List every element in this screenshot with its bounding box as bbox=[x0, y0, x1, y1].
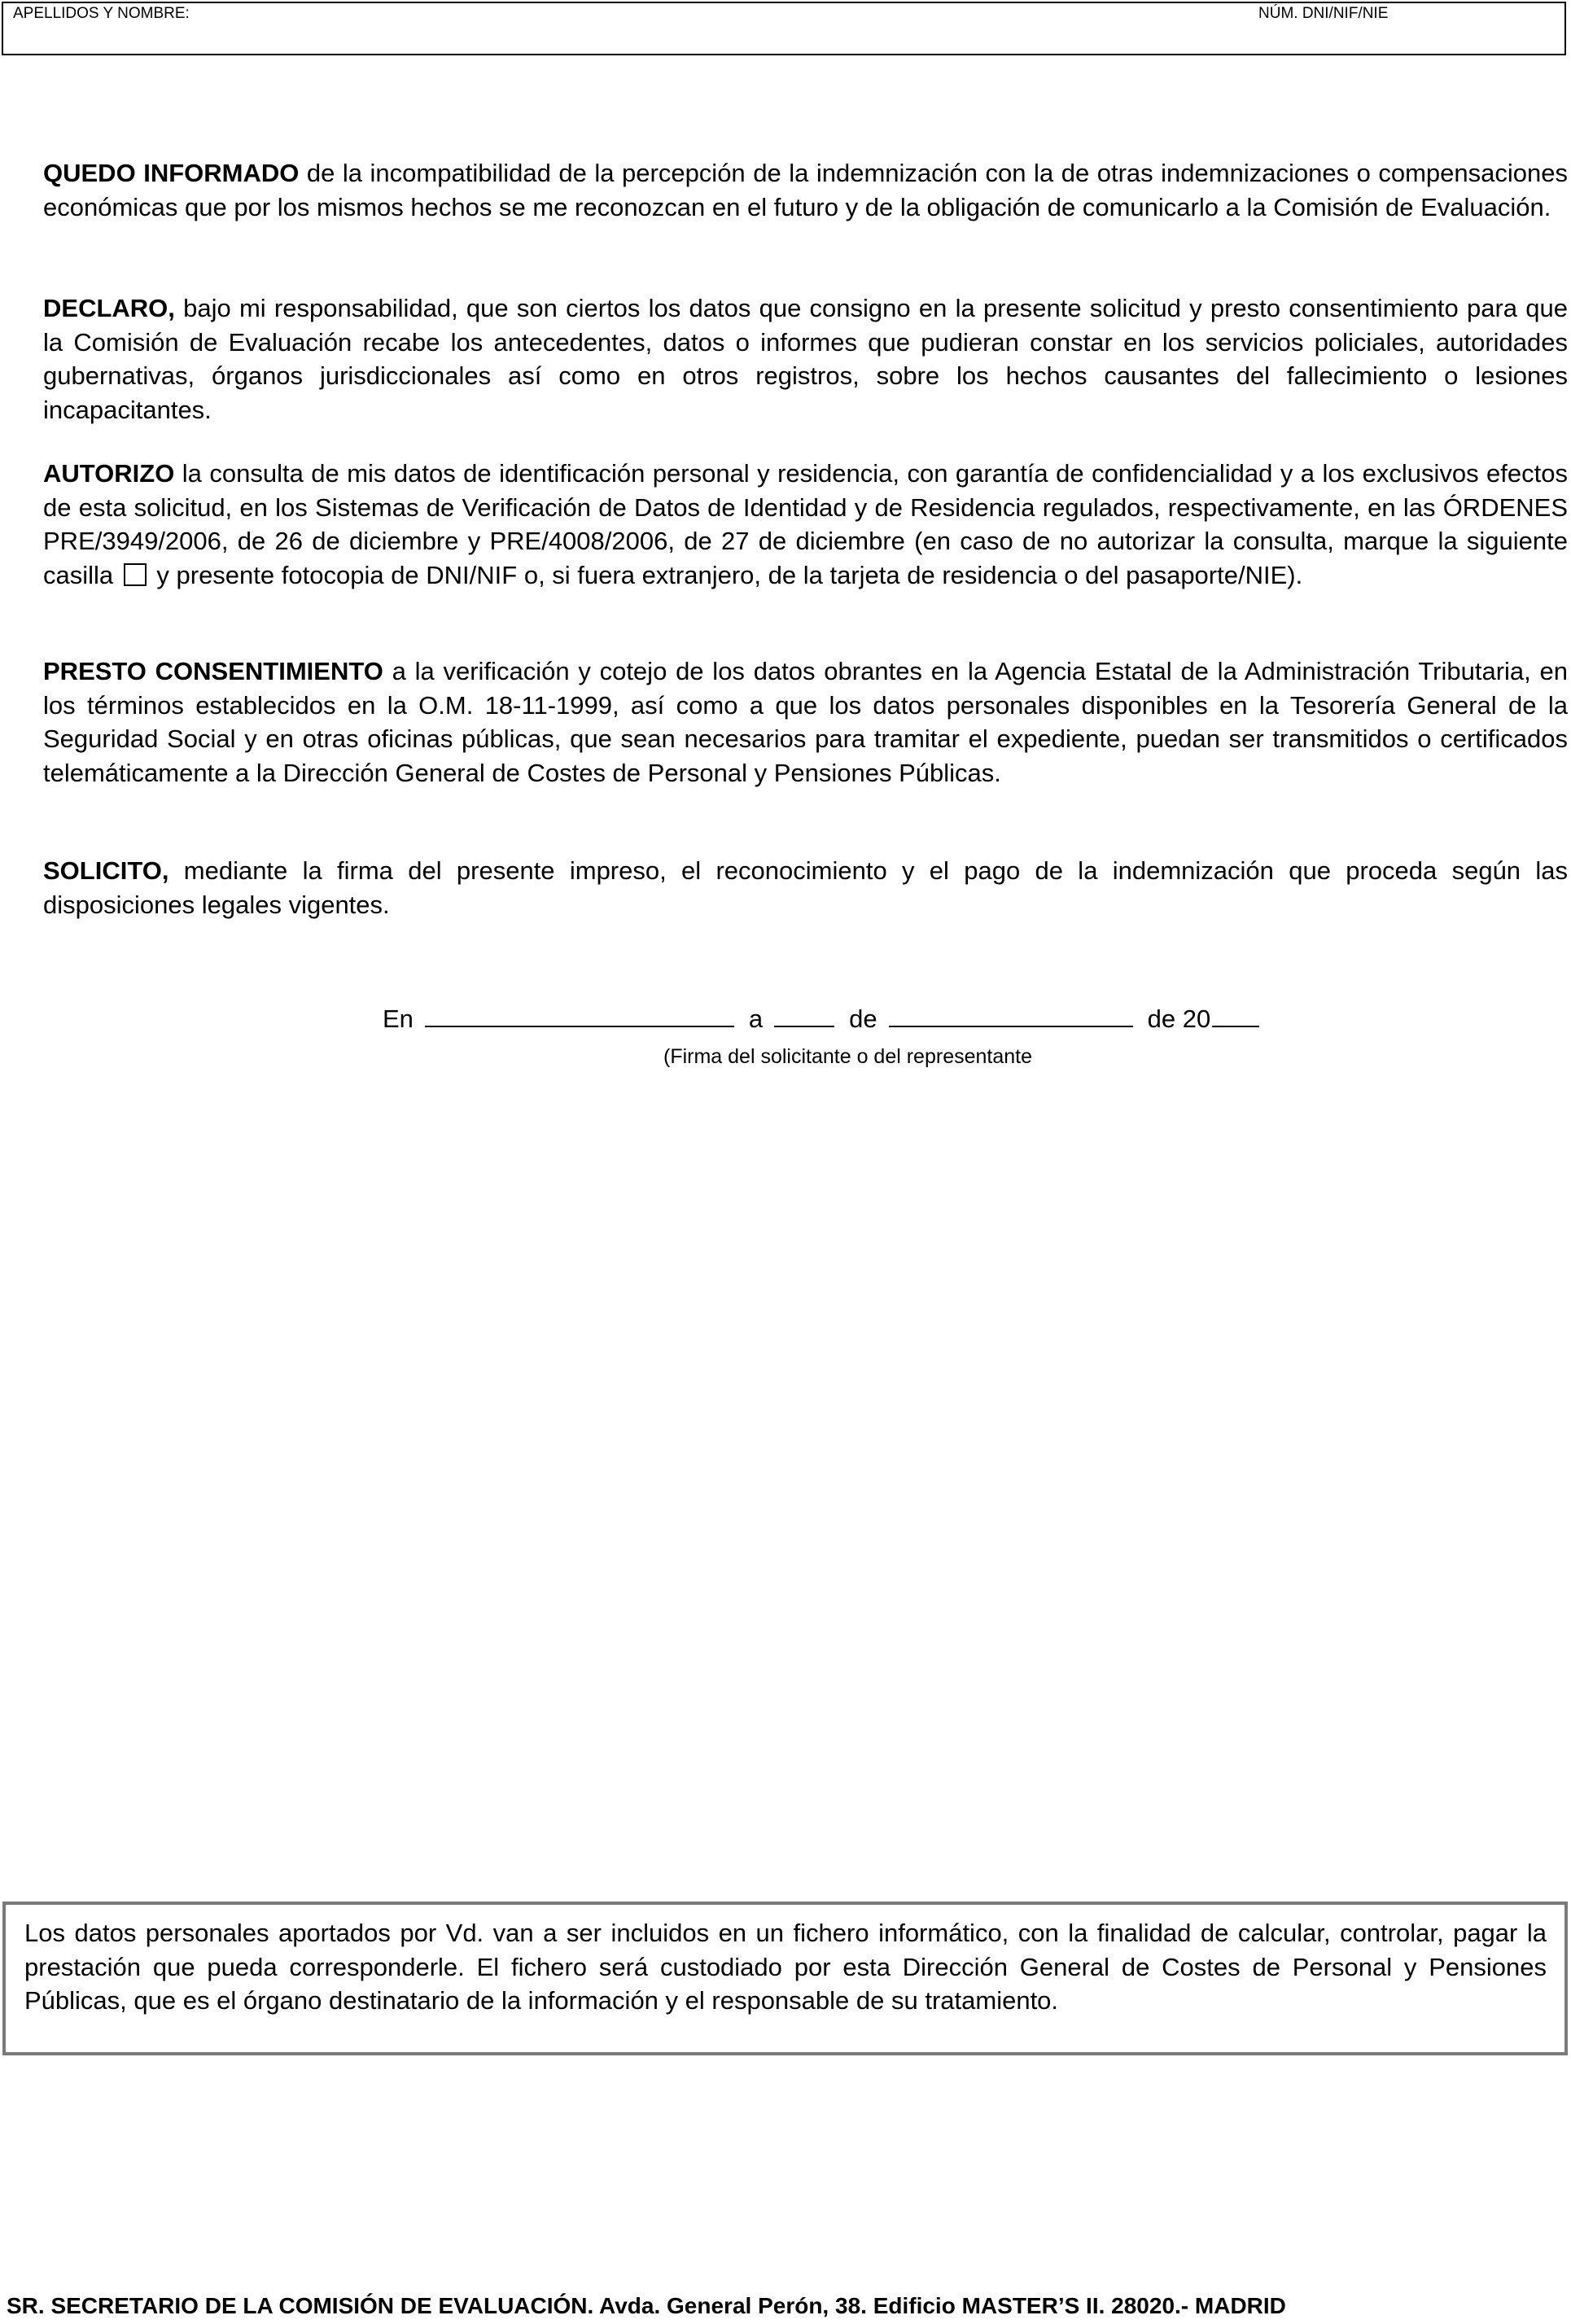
no-authorization-checkbox[interactable] bbox=[124, 563, 147, 586]
clause-declaro bbox=[43, 291, 1568, 427]
date-line bbox=[383, 1001, 1259, 1035]
clause-text: la consulta de mis datos de identificación personal y residencia, con garantía de confidencialidad y a los exclusivos efectos de esta solicitud, en los Sistemas de Verificación de Datos de Identidad y de Residencia regulados, respectivamente, en las ÓRDENES PRE/3949/2006, de 26 de diciembre y PRE/4008/2006, de 27 de diciembre (en caso de no autorizar la consulta, marque la siguiente casilla bbox=[43, 459, 1568, 589]
clause-text-after: y presente fotocopia de DNI/NIF o, si fuera extranjero, de la tarjeta de residencia o del pasaporte/NIE). bbox=[149, 560, 1303, 589]
clause-lead: AUTORIZO bbox=[43, 459, 175, 488]
clause-presto-consentimiento bbox=[43, 654, 1568, 790]
clause-lead: DECLARO, bbox=[43, 294, 175, 322]
privacy-notice-box bbox=[2, 1902, 1568, 2055]
privacy-notice: Los datos personales aportados por Vd. van a ser incluidos en un fichero informático, con la finalidad de calcular, controlar, pagar la prestación que pueda corresponderle. El fichero será custodiado por esta Dirección General de Costes de Personal y Pensiones Públicas, que es el órgano destinatario de la información y el responsable de su tratamiento. bbox=[24, 1919, 1547, 2015]
clause-solicito bbox=[43, 854, 1568, 921]
date-year-label: de 20 bbox=[1147, 1004, 1211, 1033]
signature-caption: (Firma del solicitante o del representante bbox=[663, 1045, 1033, 1068]
place-blank[interactable] bbox=[425, 1001, 734, 1027]
clause-text: a la verificación y cotejo de los datos obrantes en la Agencia Estatal de la Administración Tributaria, en los términos establecidos en la O.M. 18-11-1999, así como a que los datos personales disponibles en la Tesorería General de la Seguridad Social y en otras oficinas públicas, que sean necesarios para tramitar el expediente, puedan ser transmitidos o certificados telemáticamente a la Dirección General de Costes de Personal y Pensiones Públicas. bbox=[43, 657, 1569, 787]
clause-quedo-informado bbox=[43, 156, 1568, 224]
day-blank[interactable] bbox=[774, 1001, 834, 1027]
clause-text: bajo mi responsabilidad, que son ciertos los datos que consigno en la presente solicitud y presto consentimiento para que la Comisión de Evaluación recabe los antecedentes, datos o informes que pudieran constar en los servicios policiales, autoridades gubernativas, órganos jurisdiccionales así como en otros registros, sobre los hechos causantes del fallecimiento o lesiones incapacitantes. bbox=[43, 294, 1568, 424]
clause-text: mediante la firma del presente impreso, el reconocimiento y el pago de la indemnización que proceda según las disposiciones legales vigentes. bbox=[43, 856, 1568, 919]
clause-lead: QUEDO INFORMADO bbox=[43, 159, 300, 187]
clause-lead: SOLICITO, bbox=[43, 856, 169, 885]
id-number-label: NÚM. DNI/NIF/NIE bbox=[1258, 5, 1389, 22]
date-a-label: a bbox=[748, 1004, 764, 1033]
clause-autorizo bbox=[43, 457, 1568, 592]
date-de-label: de bbox=[849, 1004, 877, 1033]
clause-text: de la incompatibilidad de la percepción de la indemnización con la de otras indemnizaciones o compensaciones económicas que por los mismos hechos se me reconozcan en el futuro y de la obligación de comunicarlo a la Comisión de Evaluación. bbox=[43, 159, 1568, 221]
clause-lead: PRESTO CONSENTIMIENTO bbox=[43, 657, 383, 685]
date-en-label: En bbox=[383, 1004, 414, 1033]
applicant-header-box bbox=[2, 2, 1566, 55]
month-blank[interactable] bbox=[889, 1001, 1133, 1027]
footer-address: SR. SECRETARIO DE LA COMISIÓN DE EVALUACIÓN. Avda. General Perón, 38. Edificio MASTER’S II. 28020.- MADRID bbox=[7, 2293, 1286, 2318]
year-blank[interactable] bbox=[1212, 1001, 1259, 1027]
name-label: APELLIDOS Y NOMBRE: bbox=[13, 5, 190, 22]
